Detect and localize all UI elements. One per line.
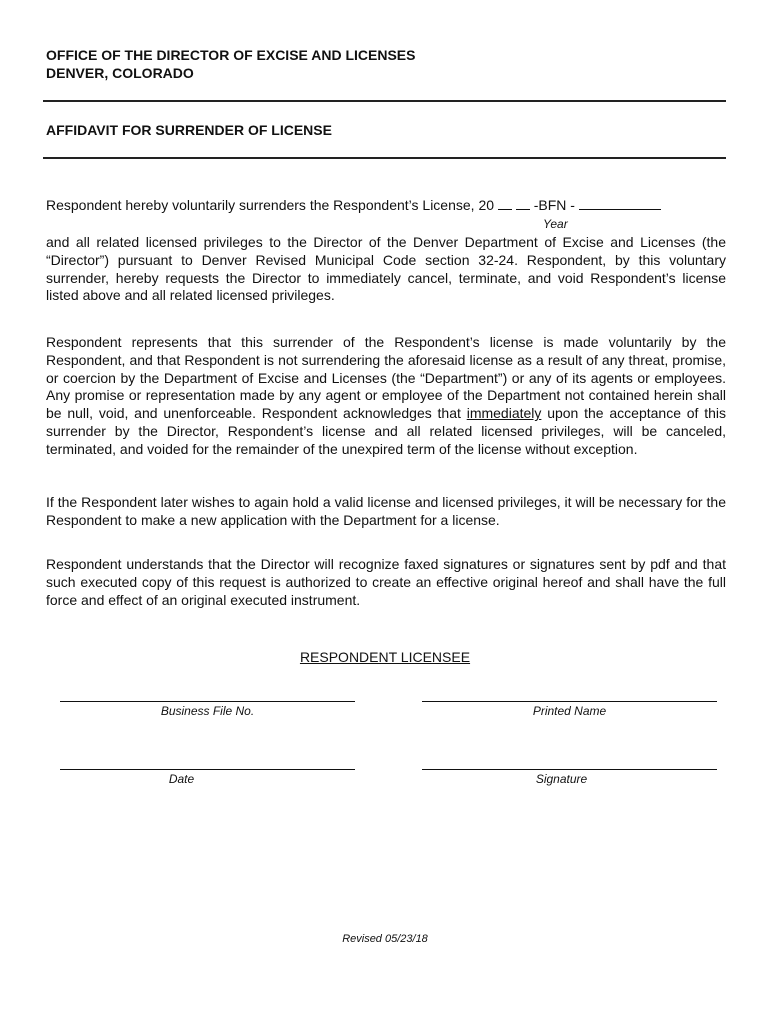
revised-date: Revised 05/23/18 — [342, 933, 428, 945]
date-line[interactable] — [60, 769, 355, 770]
paragraph-representation — [46, 334, 726, 459]
city-heading: DENVER, COLORADO — [46, 65, 194, 81]
header-divider-top — [43, 100, 726, 102]
respondent-licensee-heading: RESPONDENT LICENSEE — [299, 649, 471, 665]
bfn-label: -BFN - — [533, 197, 575, 213]
date-label: Date — [168, 772, 195, 786]
immediately-emphasis: immediately — [466, 405, 542, 422]
bfn-number-blank[interactable] — [579, 197, 661, 210]
year-digit-blank-1[interactable] — [498, 197, 512, 210]
document-title: AFFIDAVIT FOR SURRENDER OF LICENSE — [46, 122, 332, 138]
paragraph-reapply: If the Respondent later wishes to again hold a valid license and licensed privileges, it will be necessary for the Respondent to make a new application with the Department for a license. — [46, 494, 726, 528]
paragraph-faxed-signatures: Respondent understands that the Director will recognize faxed signatures or signatures sent by pdf and that such executed copy of this request is authorized to create an effective original hereof and shall have the full force and effect of an original executed instrument. — [46, 556, 726, 608]
license-line-prefix: Respondent hereby voluntarily surrenders the Respondent’s License, 20 — [46, 197, 495, 213]
paragraph-surrender: and all related licensed privileges to the Director of the Denver Department of Excise and Licenses (the “Director”) pursuant to Denver Revised Municipal Code section 32-24. Respondent, by this voluntary surrender, hereby requests the Director to immediately cancel, terminate, and void Respondent’s license listed above and all related licensed privileges. — [46, 234, 726, 304]
license-line — [46, 197, 661, 213]
business-file-line[interactable] — [60, 701, 355, 702]
signature-line[interactable] — [422, 769, 717, 770]
signature-label: Signature — [535, 772, 588, 786]
paragraph-representation-text: Respondent represents that this surrender of the Respondent’s license is made voluntarily by the Respondent, and that Respondent is not surrendering the aforesaid license as a result of any threat, promise, or coercion by the Department of Excise and Licenses (the “Department”) or any of its agents or employees. Any promise or representation made by any agent or employee of the Department not contained herein shall be null, void, and unenforceable. Respondent acknowledges that — [46, 334, 726, 422]
printed-name-line[interactable] — [422, 701, 717, 702]
business-file-label: Business File No. — [160, 704, 255, 718]
header-divider-bottom — [43, 157, 726, 159]
paragraph-representation-tail: upon the acceptance of this surrender by the Director, Respondent’s license and all related licensed privileges, will be canceled, terminated, and voided for the remainder of the unexpired term of the license without exception. — [46, 405, 727, 457]
year-digit-blank-2[interactable] — [516, 197, 530, 210]
year-label: Year — [543, 217, 568, 231]
printed-name-label: Printed Name — [532, 704, 607, 718]
office-heading: OFFICE OF THE DIRECTOR OF EXCISE AND LICENSES — [46, 47, 416, 63]
